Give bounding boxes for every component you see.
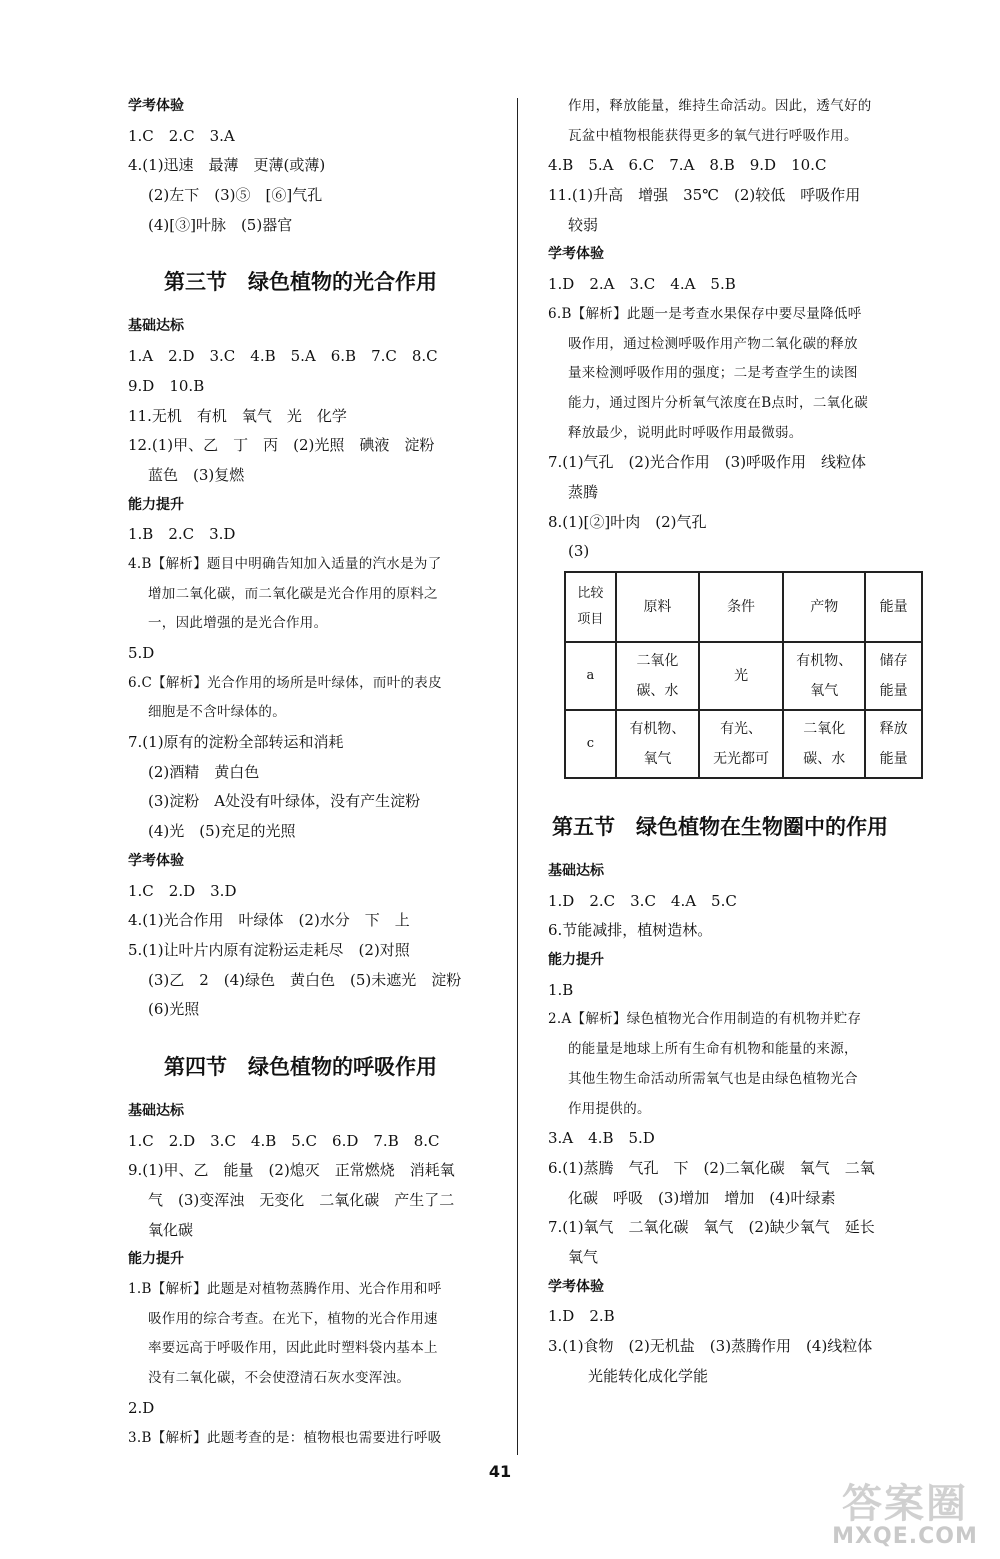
section-heading: 基础达标 [128,1102,184,1119]
explanation-line: 6.B【解析】此题一是考查水果保存中要尽量降低呼 [548,305,862,322]
explanation-line: 的能量是地球上所有生命有机物和能量的来源， [568,1041,858,1058]
answer-line: 9.(1)甲、乙 能量 (2)熄灭 正常燃烧 消耗氧 [128,1161,455,1180]
section-title: 第三节 绿色植物的光合作用 [164,270,437,295]
explanation-line: 量来检测呼吸作用的强度；二是考查学生的读图 [568,365,858,382]
right-column [548,92,923,1391]
comparison-table [564,571,923,779]
section-heading: 学考体验 [128,852,184,869]
answer-line: 1.C 2.D 3.C 4.B 5.C 6.D 7.B 8.C [128,1131,440,1150]
answer-line: 1.B [548,980,574,999]
explanation-line: 4.B【解析】题目中明确告知加入适量的汽水是为了 [128,555,442,572]
explanation-line: 率要远高于呼吸作用，因此此时塑料袋内基本上 [148,1340,438,1357]
explanation-line: 细胞是不含叶绿体的。 [148,704,286,721]
explanation-line: 瓦盆中植物根能获得更多的氧气进行呼吸作用。 [568,127,858,144]
answer-line: (2)左下 (3)⑤ [⑥]气孔 [148,186,323,205]
answer-line: 7.(1)氧气 二氧化碳 氧气 (2)缺少氧气 延长 [548,1218,875,1237]
section-heading: 能力提升 [128,1251,184,1268]
table-cell: 产物 [783,572,865,642]
section-title: 第五节 绿色植物在生物圈中的作用 [552,815,888,839]
table-row [565,572,922,642]
answer-line: 气 (3)变浑浊 无变化 二氧化碳 产生了二 [148,1191,455,1209]
answer-line: 11.(1)升高 增强 35℃ (2)较低 呼吸作用 [548,186,861,205]
page-number: 41 [488,1462,512,1481]
answer-line: 12.(1)甲、乙 丁 丙 (2)光照 碘液 淀粉 [128,436,435,455]
table-cell: 二氧化 碳、水 [616,642,699,710]
table-cell: 有机物、 氧气 [616,710,699,778]
explanation-line: 一，因此增强的是光合作用。 [148,615,328,632]
table-row [565,642,922,710]
answer-line: 5.D [128,644,155,662]
explanation-line: 其他生物生命活动所需氧气也是由绿色植物光合 [568,1070,858,1087]
explanation-line: 吸作用的综合考查。在光下，植物的光合作用速 [148,1310,438,1327]
table-cell: 光 [699,642,783,710]
explanation-line: 6.C【解析】光合作用的场所是叶绿体，而叶的表皮 [128,674,442,691]
answer-line: (4)光 (5)充足的光照 [148,822,296,841]
explanation-line: 没有二氧化碳，不会使澄清石灰水变浑浊。 [148,1370,411,1387]
answer-line: 5.(1)让叶片内原有淀粉运走耗尽 (2)对照 [128,940,410,959]
answer-line: 4.(1)迅速 最薄 更薄(或薄) [128,156,326,175]
explanation-line: 能力，通过图片分析氧气浓度在B点时，二氧化碳 [568,394,869,411]
explanation-line: 吸作用，通过检测呼吸作用产物二氧化碳的释放 [568,335,858,352]
column-divider [517,98,518,1455]
answer-line: 1.D 2.C 3.C 4.A 5.C [548,891,737,910]
answer-line: 3.(1)食物 (2)无机盐 (3)蒸腾作用 (4)线粒体 [548,1337,873,1355]
answer-line: 11.无机 有机 氧气 光 化学 [128,406,347,425]
answer-line: 1.B 2.C 3.D [128,525,236,544]
explanation-line: 3.B【解析】此题考查的是：植物根也需要进行呼吸 [128,1429,442,1446]
table-cell: 能量 [865,572,922,642]
table-cell: 比较 项目 [565,572,616,642]
answer-line: 1.A 2.D 3.C 4.B 5.A 6.B 7.C 8.C [128,347,438,366]
section-heading: 学考体验 [128,98,184,114]
answer-line: 光能转化成化学能 [588,1366,709,1385]
table-cell: 释放 能量 [865,710,922,778]
section-heading: 学考体验 [548,246,604,263]
section-title: 第四节 绿色植物的呼吸作用 [164,1054,437,1079]
answer-line: 9.D 10.B [128,376,205,395]
table-row [565,710,922,778]
watermark-text: 答案圈 [842,1481,968,1527]
explanation-line: 释放最少，说明此时呼吸作用最微弱。 [568,424,803,441]
answer-line: (3)乙 2 (4)绿色 黄白色 (5)未遮光 淀粉 [148,970,462,989]
watermark-url: MXQE.COM [832,1524,978,1549]
answer-line: (2)酒精 黄白色 [148,762,260,781]
explanation-line: 增加二氧化碳，而二氧化碳是光合作用的原料之 [148,585,438,602]
table-cell: 原料 [616,572,699,642]
answer-line: 8.(1)[②]叶肉 (2)气孔 [548,512,707,531]
answer-line: 1.D 2.A 3.C 4.A 5.B [548,275,736,294]
answer-line: (4)[③]叶脉 (5)器官 [148,215,293,234]
answer-line: 3.A 4.B 5.D [548,1129,655,1148]
section-heading: 基础达标 [128,318,184,335]
table-cell: 二氧化 碳、水 [783,710,865,778]
answer-line: 4.(1)光合作用 叶绿体 (2)水分 下 上 [128,911,410,930]
answer-line: 7.(1)原有的淀粉全部转运和消耗 [128,733,344,752]
answer-line: 2.D [128,1398,155,1417]
table-cell: 条件 [699,572,783,642]
answer-line: 较弱 [568,215,599,234]
answer-line: 氧气 [568,1247,599,1266]
answer-line: 蒸腾 [568,482,599,501]
watermark-logo [820,1472,990,1552]
section-heading: 能力提升 [548,952,604,969]
answer-line: (3)淀粉 A处没有叶绿体，没有产生淀粉 [148,792,421,811]
explanation-line: 作用，释放能量，维持生命活动。因此，透气好的 [568,98,872,114]
section-heading: 基础达标 [548,863,604,879]
table-cell: 有光、 无光都可 [699,710,783,778]
answer-line: 1.D 2.B [548,1307,615,1326]
answer-line: 7.(1)气孔 (2)光合作用 (3)呼吸作用 线粒体 [548,453,867,472]
answer-line: (6)光照 [148,1000,200,1019]
table-cell: 有机物、 氧气 [783,642,865,710]
table-cell: 储存 能量 [865,642,922,710]
answer-line: 化碳 呼吸 (3)增加 增加 (4)叶绿素 [568,1188,836,1207]
explanation-line: 作用提供的。 [568,1100,651,1117]
table-cell: a [565,642,616,710]
answer-line: 氧化碳 [148,1220,194,1239]
answer-line: 6.节能减排，植树造林。 [548,921,713,940]
section-heading: 能力提升 [128,496,184,513]
answer-line: 1.C 2.D 3.D [128,881,237,900]
answer-line: 4.B 5.A 6.C 7.A 8.B 9.D 10.C [548,156,827,175]
table-cell: c [565,710,616,778]
section-heading: 学考体验 [548,1278,604,1295]
answer-line: 蓝色 (3)复燃 [148,465,245,484]
answer-line: (3) [568,542,590,561]
answer-line: 6.(1)蒸腾 气孔 下 (2)二氧化碳 氧气 二氧 [548,1158,875,1177]
answer-line: 1.C 2.C 3.A [128,126,235,145]
explanation-line: 2.A【解析】绿色植物光合作用制造的有机物并贮存 [548,1011,862,1028]
explanation-line: 1.B【解析】此题是对植物蒸腾作用、光合作用和呼 [128,1281,442,1298]
left-column [128,92,503,1453]
